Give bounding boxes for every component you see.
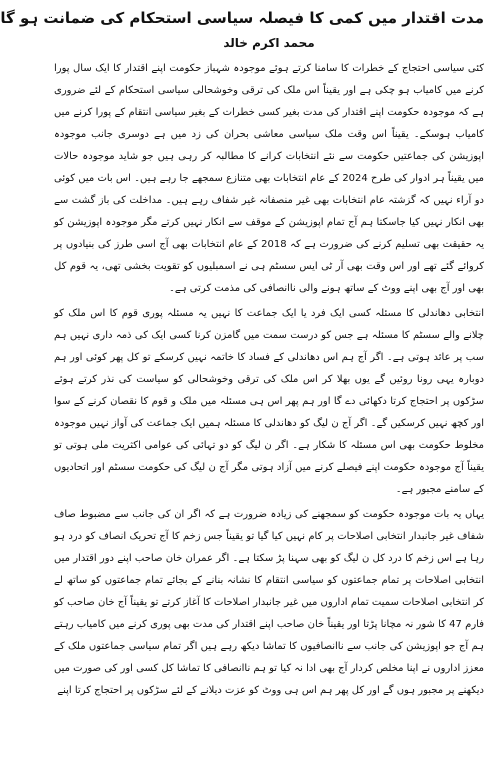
article-body (54, 58, 484, 702)
article-paragraph-2: انتخابی دھاندلی کا مسئلہ کسی ایک فرد یا ایک جماعت کا نہیں یہ مسئلہ پوری قوم کا اس ملک کو چلانے والے سسٹم کا مسئلہ ہے جس کو درست سمت میں گامزن کرنا کسی ایک کی ذمہ داری نہیں ہم سب پر عائد ہوتی ہے۔ اگر آج ہم اس دھاندلی کے فساد کا خاتمہ نہیں کرسکے تو کل پھر کوئی اور ہم دوبارہ یہی رونا روئیں گے یوں بھلا کر اس ملک کی ترقی وخوشحالی کو سیاست کی نذر کرتے ہوئے سڑکوں پر احتجاج کرتا دکھائی دے گا اور ہم پھر اس ہی مسئلہ میں ملک و قوم کا نقصان کرنے کے سوا اور کچھ نہیں کرسکیں گے۔ اگر آج ن لیگ کو دھاندلی کا مسئلہ ہمیں ایک جماعت کی آواز نہیں موجودہ مخلوط حکومت بھی اس مسئلہ کا شکار ہے۔ اگر ن لیگ کو دو تہائی کی عوامی اکثریت ملی ہوتی تو یقیناً آج موجودہ حکومت اپنے فیصلے کرنے میں آزاد ہوتی مگر آج ن لیگ کی حکومت سسٹم اور اتحادیوں کے سامنے مجبور ہے۔ (54, 308, 484, 495)
article-headline: مدت اقتدار میں کمی کا فیصلہ سیاسی استحکام کی ضمانت ہو گا (0, 9, 484, 27)
article-paragraph-3: یہاں یہ بات موجودہ حکومت کو سمجھنے کی زیادہ ضرورت ہے کہ اگر ان کی جانب سے مضبوط صاف شفاف غیر جانبدار انتخابی اصلاحات پر کام نہیں کیا گیا تو یقیناً جس زخم کا آج تحریک انصاف کو درد ہو رہا ہے اس زخم کا درد کل ن لیگ کو بھی سہنا پڑ سکتا ہے۔ اگر عمران خان صاحب اپنے دور اقتدار میں انتخابی اصلاحات پر تمام جماعتوں کو سیاسی انتقام کا نشانہ بنانے کے بجائے تمام جماعتوں کو ساتھ لے کر انتخابی اصلاحات سمیت تمام اداروں میں غیر جانبدار اصلاحات کا آغاز کرتے تو یقیناً آج خان صاحب کو فارم 47 کا شور نہ مچانا پڑتا اور یقیناً خان صاحب اپنے اقتدار کی مدت بھی پوری کرنے میں کامیاب رہتے ہم آج جو اپوزیشن کی جانب سے ناانصافیوں کا تماشا دیکھ رہے ہیں اگر تمام سیاسی جماعتوں ملک کے معزز اداروں نے اپنا مخلص کردار آج بھی ادا نہ کیا تو ہم ناانصافی کا تماشا کل کسی اور کی صورت میں دیکھنے پر مجبور ہوں گے اور کل پھر ہم اس ہی ووٹ کو عزت دیلانے کے لئے سڑکوں پر احتجاج کرتا اپنے (53, 509, 484, 696)
article-paragraph-1: کئی سیاسی احتجاج کے خطرات کا سامنا کرتے ہوئے موجودہ شہباز حکومت اپنے اقتدار کا ایک سال پورا کرنے میں کامیاب ہو چکی ہے اور یقیناً اس ملک کی ترقی وخوشحالی سیاسی استحکام کے لئے ضروری ہے کہ موجودہ حکومت اپنے اقتدار کی مدت بغیر کسی خطرات کے بغیر سیاسی انتقام کے پورا کرنے میں کامیاب ہوسکے۔ یقیناً اس وقت ملک سیاسی معاشی بحران کی زد میں ہے دوسری جانب موجودہ اپوزیشن کی جماعتیں حکومت سے نئے انتخابات کرانے کا مطالبہ کر رہی ہیں جو شاید موجودہ حالات میں یقیناً ہر ادوار کی طرح 2024 کے عام انتخابات بھی متنازع سمجھے جا رہے ہیں۔ اس بات میں کوئی دو آراء نہیں کہ گزشتہ عام انتخابات بھی غیر منصفانہ غیر شفاف رہے ہیں۔ مداخلت کی باز گشت سے بھی انکار نہیں کیا جاسکتا ہم آج تمام اپوزیشن کے موقف سے انکار نہیں کرتے مگر موجودہ اپوزیشن کو یہ حقیقت بھی تسلیم کرنے کی ضرورت ہے کہ 2018 کے عام انتخابات بھی آج اسی طرز کی بنیادوں پر کروائے گئے تھے اور اس وقت بھی آر ٹی ایس سسٹم ہی نے اسمبلیوں کو تقویت بخشی تھی، یہ قوم کل بھی اور آج بھی اپنے ووٹ کے ساتھ ہونے والی ناانصافی کی مذمت کرتی ہے۔ (54, 63, 485, 294)
author-byline: محمد اکرم خالد (223, 36, 315, 50)
